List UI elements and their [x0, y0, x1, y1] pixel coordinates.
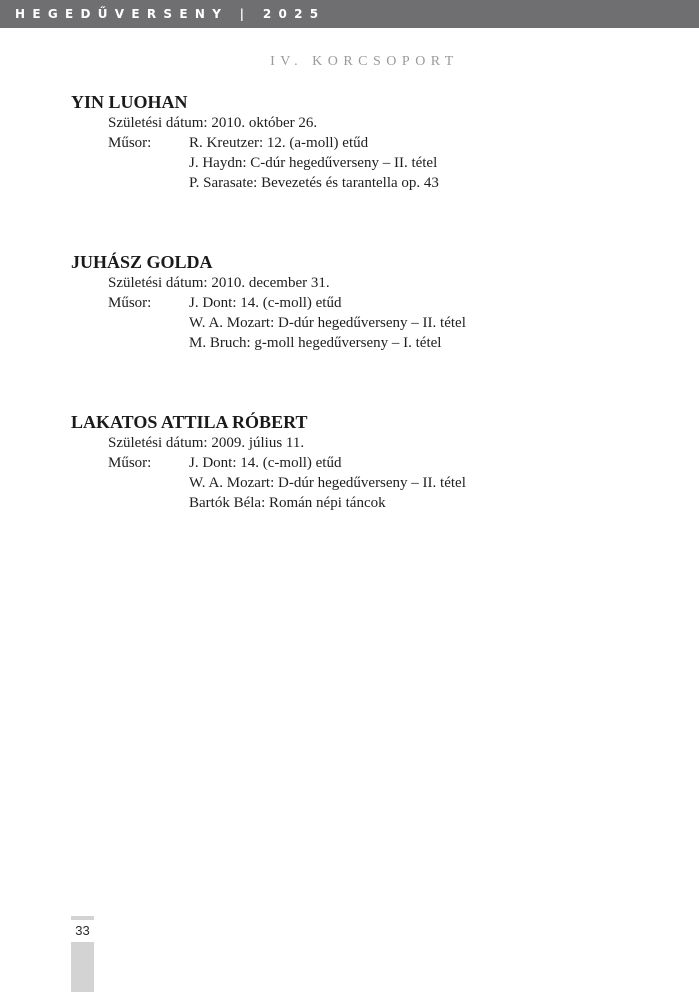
header-title: HEGEDŰVERSENY | 2025: [15, 7, 326, 21]
contestant-entry: [71, 412, 671, 513]
program-piece: R. Kreutzer: 12. (a-moll) etűd: [189, 135, 369, 151]
contestant-entry: [71, 92, 671, 193]
contestant-entry: [71, 252, 671, 353]
contestant-name: LAKATOS ATTILA RÓBERT: [71, 412, 308, 432]
program-piece: J. Dont: 14. (c-moll) etűd: [189, 295, 342, 311]
section-heading: IV. KORCSOPORT: [270, 54, 459, 69]
program-label: Műsor:: [108, 455, 152, 471]
program-line: [71, 473, 671, 493]
contestant-name: JUHÁSZ GOLDA: [71, 252, 213, 272]
page-number: 33: [75, 923, 90, 938]
program-line: [71, 493, 671, 513]
contestant-name: YIN LUOHAN: [71, 92, 188, 112]
program-line: [71, 173, 671, 193]
program-line: [71, 153, 671, 173]
program-label: Műsor:: [108, 295, 152, 311]
birth-date-line: [71, 433, 671, 453]
program-piece: W. A. Mozart: D-dúr hegedűverseny – II. tétel: [189, 315, 466, 331]
birth-date: Születési dátum: 2010. december 31.: [108, 275, 330, 291]
program-line: [71, 453, 671, 473]
birth-date-line: [71, 273, 671, 293]
program-piece: Bartók Béla: Román népi táncok: [189, 495, 386, 511]
program-line: [71, 133, 671, 153]
program-piece: M. Bruch: g-moll hegedűverseny – I. tétel: [189, 335, 442, 351]
program-piece: J. Dont: 14. (c-moll) etűd: [189, 455, 342, 471]
birth-date-line: [71, 113, 671, 133]
program-piece: P. Sarasate: Bevezetés és tarantella op. 43: [189, 175, 439, 191]
program-piece: W. A. Mozart: D-dúr hegedűverseny – II. tétel: [189, 475, 466, 491]
program-piece: J. Haydn: C-dúr hegedűverseny – II. tétel: [189, 155, 438, 171]
page-tab-top-stripe: [71, 916, 94, 920]
program-line: [71, 333, 671, 353]
page-tab-bottom-block: [71, 942, 94, 992]
program-label: Műsor:: [108, 135, 152, 151]
program-line: [71, 313, 671, 333]
header-bar: [0, 0, 699, 28]
birth-date: Születési dátum: 2009. július 11.: [108, 435, 305, 451]
birth-date: Születési dátum: 2010. október 26.: [108, 115, 318, 131]
page-number-tab: [71, 916, 94, 992]
program-line: [71, 293, 671, 313]
